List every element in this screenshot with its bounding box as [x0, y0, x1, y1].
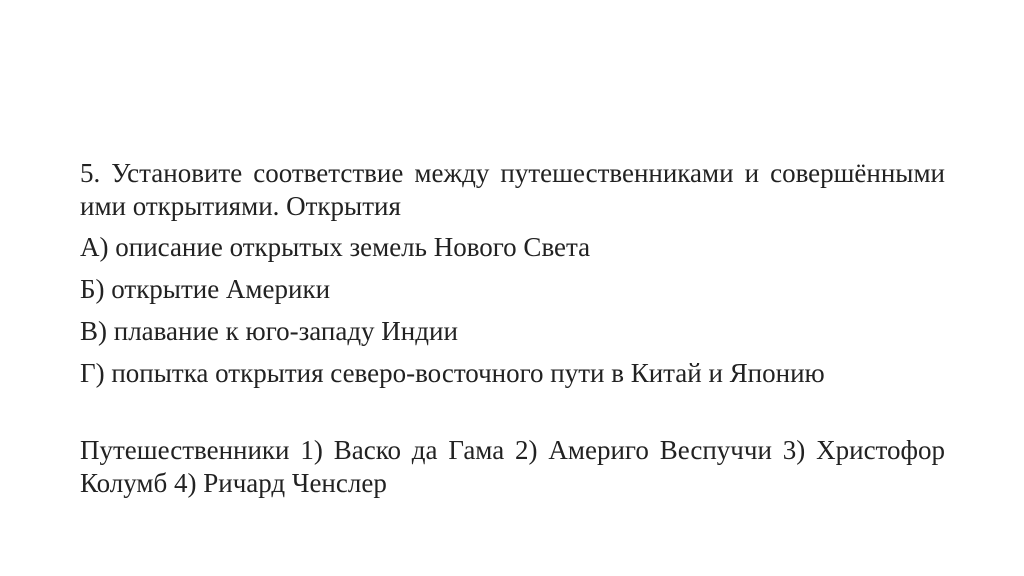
slide-content [80, 157, 945, 500]
question-text: 5. Установите соответствие между путешественниками и совершёнными ими открытиями. Открытия [80, 158, 945, 221]
option-a: А) описание открытых земель Нового Света [80, 232, 591, 262]
travelers-text: Путешественники 1) Васко да Гама 2) Америго Веспуччи 3) Христофор Колумб 4) Ричард Ченслер [80, 435, 945, 498]
option-b: Б) открытие Америки [80, 274, 331, 304]
option-g: Г) попытка открытия северо-восточного пути в Китай и Японию [80, 358, 825, 388]
option-v: В) плавание к юго-западу Индии [80, 316, 458, 346]
